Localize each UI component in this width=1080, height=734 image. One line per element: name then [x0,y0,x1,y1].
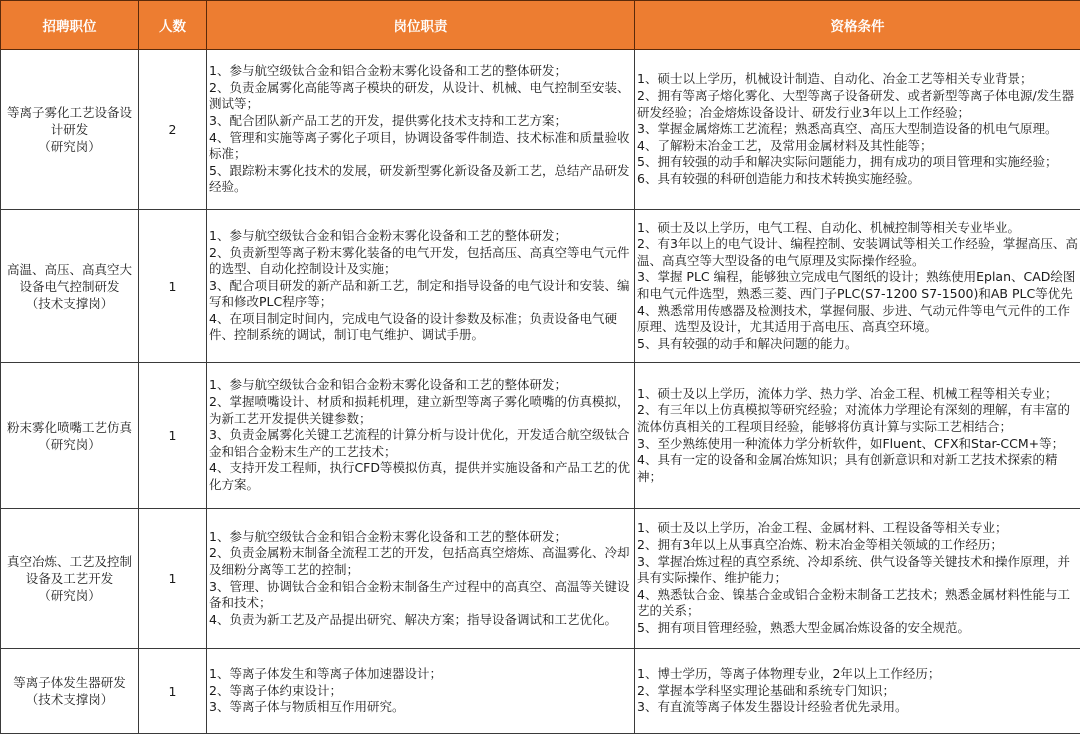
duty-item: 1、参与航空级钛合金和铝合金粉末雾化设备和工艺的整体研发； [209,228,632,245]
requirement-item: 2、拥有3年以上从事真空冶炼、粉末冶金等相关领域的工作经历； [637,537,1078,554]
count-cell: 1 [139,509,207,649]
duty-item: 2、负责金属雾化高能等离子模块的研发，从设计、机械、电气控制至安装、测试等； [209,80,632,113]
header-duties: 岗位职责 [207,1,635,50]
header-requirements: 资格条件 [635,1,1080,50]
requirement-item: 1、硕士及以上学历，流体力学、热力学、冶金工程、机械工程等相关专业； [637,386,1078,403]
requirement-item: 4、熟悉钛合金、镍基合金或铝合金粉末制备工艺技术；熟悉金属材料性能与工艺的关系； [637,587,1078,620]
position-line: 高温、高压、高真空大 [3,261,136,278]
duty-item: 4、支持开发工程师，执行CFD等模拟仿真，提供并实施设备和产品工艺的优化方案。 [209,460,632,493]
position-line: （研究岗） [3,436,136,453]
position-cell [1,363,139,509]
duties-cell [207,649,635,734]
duty-item: 3、管理、协调钛合金和铝合金粉末制备生产过程中的高真空、高温等关键设备和技术； [209,579,632,612]
duty-item: 3、等离子体与物质相互作用研究。 [209,699,632,716]
table-row [1,363,1080,509]
duties-cell [207,50,635,210]
duty-item: 3、负责金属雾化关键工艺流程的计算分析与设计优化，开发适合航空级钛合金和铝合金粉末生产的工艺技术； [209,427,632,460]
position-line: （技术支撑岗） [3,691,136,708]
position-cell [1,210,139,363]
requirement-item: 1、硕士及以上学历，电气工程、自动化、机械控制等相关专业毕业。 [637,220,1078,237]
requirements-cell [635,649,1080,734]
position-line: 设备电气控制研发 [3,278,136,295]
duties-cell [207,363,635,509]
position-line: 真空冶炼、工艺及控制 [3,553,136,570]
position-line: （技术支撑岗） [3,295,136,312]
requirement-item: 1、硕士以上学历，机械设计制造、自动化、冶金工艺等相关专业背景； [637,71,1078,88]
duty-item: 2、掌握喷嘴设计、材质和损耗机理，建立新型等离子雾化喷嘴的仿真模拟，为新工艺开发提供关键参数； [209,394,632,427]
count-cell: 1 [139,210,207,363]
duty-item: 4、管理和实施等离子雾化子项目，协调设备零件制造、技术标准和质量验收标准； [209,130,632,163]
position-line: 等离子雾化工艺设备设 [3,104,136,121]
table-row [1,210,1080,363]
header-row [1,1,1080,50]
duty-item: 2、负责金属粉末制备全流程工艺的开发，包括高真空熔炼、高温雾化、冷却及细粉分离等工艺的控制； [209,545,632,578]
position-cell [1,649,139,734]
duty-item: 1、参与航空级钛合金和铝合金粉末雾化设备和工艺的整体研发； [209,63,632,80]
duty-item: 5、跟踪粉末雾化技术的发展，研发新型雾化新设备及新工艺，总结产品研发经验。 [209,163,632,196]
requirement-item: 2、拥有等离子熔化雾化、大型等离子设备研发、或者新型等离子体电源/发生器研发经验；冶金熔炼设备设计、研发行业3年以上工作经验； [637,88,1078,121]
position-cell [1,509,139,649]
requirement-item: 4、具有一定的设备和金属冶炼知识；具有创新意识和对新工艺技术探索的精神； [637,452,1078,485]
requirement-item: 3、掌握金属熔炼工艺流程；熟悉高真空、高压大型制造设备的机电气原理。 [637,121,1078,138]
requirement-item: 5、拥有较强的动手和解决实际问题能力，拥有成功的项目管理和实施经验； [637,154,1078,171]
requirements-cell [635,509,1080,649]
position-line: （研究岗） [3,587,136,604]
position-line: 计研发 [3,121,136,138]
table-row [1,50,1080,210]
requirement-item: 3、有直流等离子体发生器设计经验者优先录用。 [637,699,1078,716]
position-line: 粉末雾化喷嘴工艺仿真 [3,419,136,436]
requirement-item: 4、了解粉末冶金工艺，及常用金属材料及其性能等； [637,138,1078,155]
count-cell: 2 [139,50,207,210]
header-count: 人数 [139,1,207,50]
duties-cell [207,210,635,363]
requirements-cell [635,210,1080,363]
count-cell: 1 [139,363,207,509]
requirement-item: 6、具有较强的科研创造能力和技术转换实施经验。 [637,171,1078,188]
requirement-item: 2、有3年以上的电气设计、编程控制、安装调试等相关工作经验，掌握高压、高温、高真空等大型设备的电气原理及实际操作经验。 [637,236,1078,269]
duty-item: 1、参与航空级钛合金和铝合金粉末雾化设备和工艺的整体研发； [209,377,632,394]
duty-item: 3、配合项目研发的新产品和新工艺，制定和指导设备的电气设计和安装、编写和修改PLC程序等； [209,278,632,311]
requirement-item: 2、掌握本学科坚实理论基础和系统专门知识； [637,683,1078,700]
duty-item: 4、在项目制定时间内，完成电气设备的设计参数及标准；负责设备电气硬件、控制系统的调试，制订电气维护、调试手册。 [209,311,632,344]
requirement-item: 4、熟悉常用传感器及检测技术，掌握伺服、步进、气动元件等电气元件的工作原理、选型及设计，尤其适用于高电压、高真空环境。 [637,303,1078,336]
duty-item: 1、等离子体发生和等离子体加速器设计； [209,666,632,683]
duty-item: 1、参与航空级钛合金和铝合金粉末雾化设备和工艺的整体研发； [209,529,632,546]
position-cell [1,50,139,210]
requirements-cell [635,50,1080,210]
table-row [1,509,1080,649]
requirement-item: 1、博士学历，等离子体物理专业，2年以上工作经历； [637,666,1078,683]
requirement-item: 5、具有较强的动手和解决问题的能力。 [637,336,1078,353]
requirement-item: 2、有三年以上仿真模拟等研究经验；对流体力学理论有深刻的理解，有丰富的流体仿真相关的工程项目经验，能够将仿真计算与实际工艺相结合； [637,402,1078,435]
requirement-item: 5、拥有项目管理经验，熟悉大型金属冶炼设备的安全规范。 [637,620,1078,637]
duty-item: 3、配合团队新产品工艺的开发，提供雾化技术支持和工艺方案； [209,113,632,130]
requirement-item: 3、掌握 PLC 编程，能够独立完成电气图纸的设计；熟练使用Eplan、CAD绘图和电气元件选型，熟悉三菱、西门子PLC(S7-1200 S7-1500)和AB PLC等优先 [637,269,1078,302]
duty-item: 2、等离子体约束设计； [209,683,632,700]
duty-item: 4、负责为新工艺及产品提出研究、解决方案；指导设备调试和工艺优化。 [209,612,632,629]
table-row [1,649,1080,734]
requirement-item: 1、硕士及以上学历，冶金工程、金属材料、工程设备等相关专业； [637,520,1078,537]
position-line: 等离子体发生器研发 [3,674,136,691]
position-line: （研究岗） [3,138,136,155]
requirements-cell [635,363,1080,509]
position-line: 设备及工艺开发 [3,570,136,587]
duty-item: 2、负责新型等离子粉末雾化装备的电气开发，包括高压、高真空等电气元件的选型、自动化控制设计及实施； [209,245,632,278]
requirement-item: 3、掌握冶炼过程的真空系统、冷却系统、供气设备等关键技术和操作原理，并具有实际操作、维护能力； [637,554,1078,587]
header-position: 招聘职位 [1,1,139,50]
requirement-item: 3、至少熟练使用一种流体力学分析软件，如Fluent、CFX和Star-CCM+等； [637,436,1078,453]
duties-cell [207,509,635,649]
count-cell: 1 [139,649,207,734]
